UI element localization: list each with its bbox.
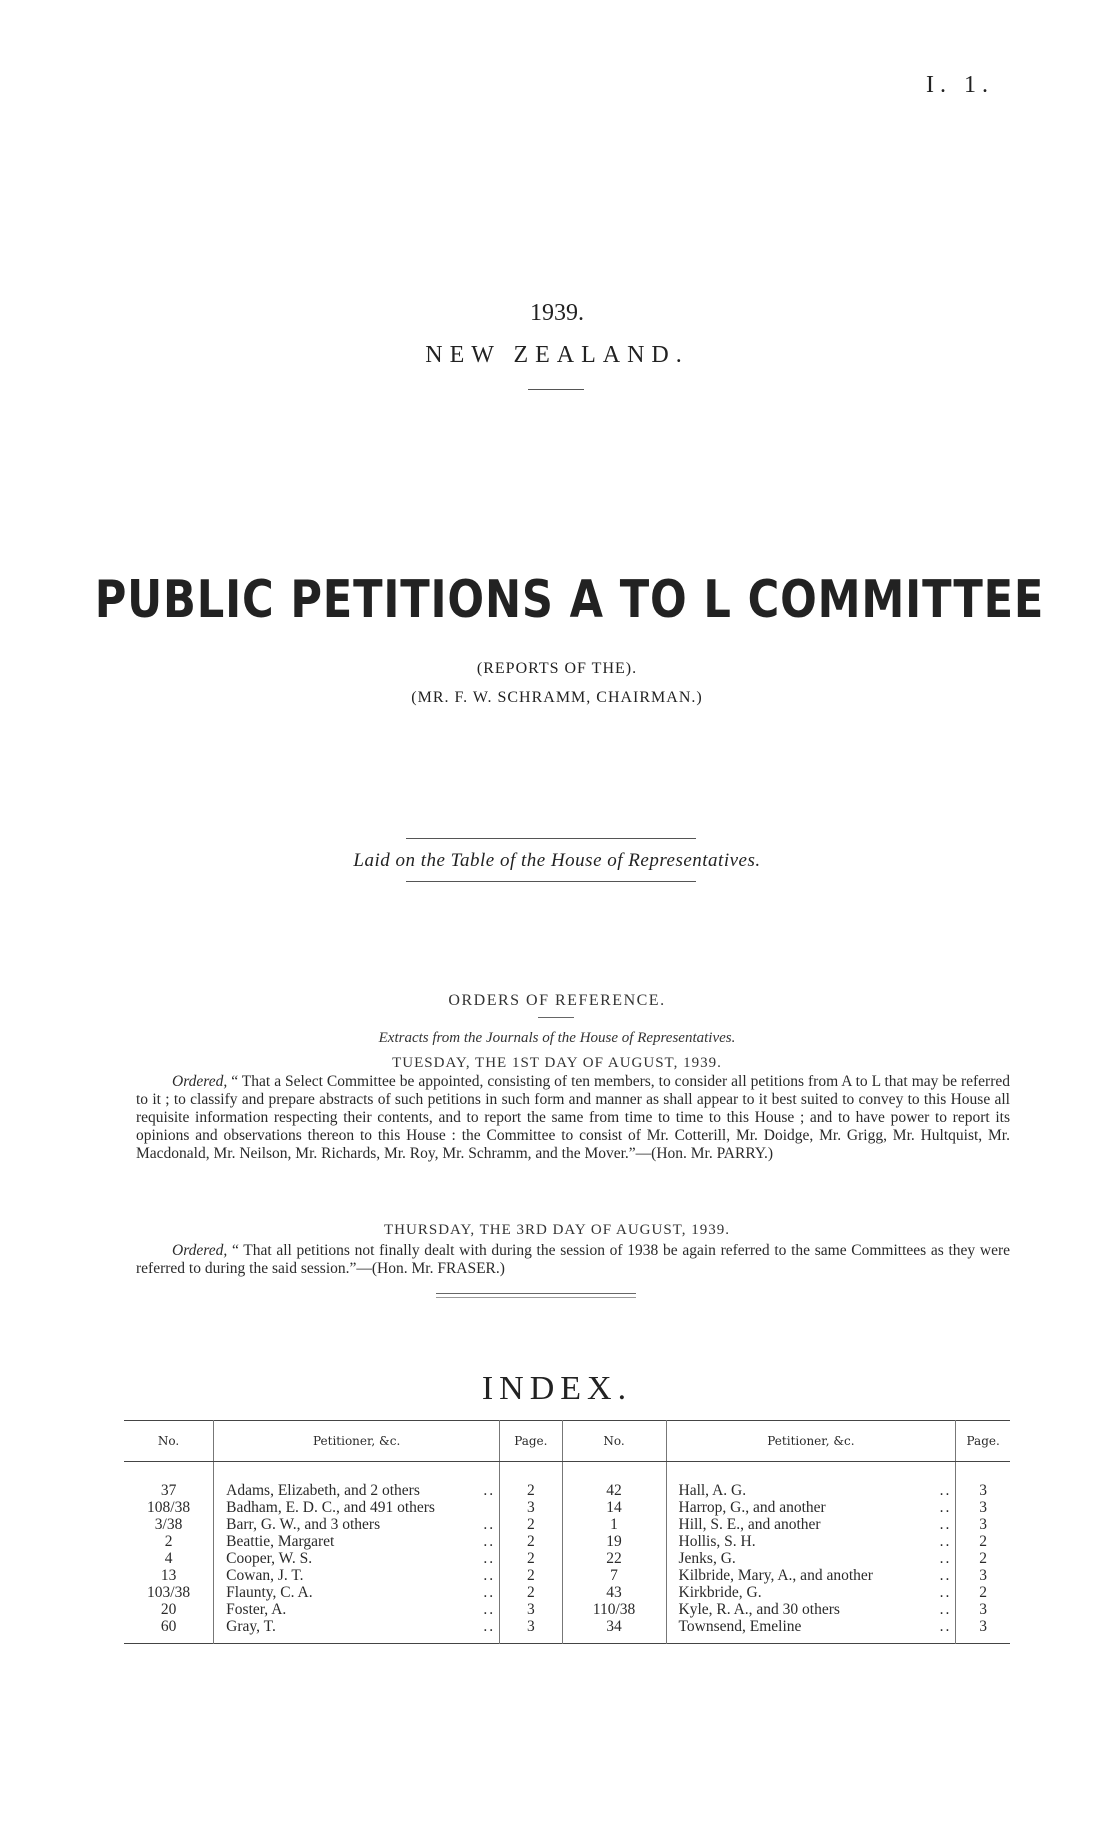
- chairman-line: (MR. F. W. SCHRAMM, CHAIRMAN.): [411, 689, 703, 706]
- row-petitioner: Kyle, R. A., and 30 others ..: [666, 1601, 956, 1618]
- row-number: 43: [562, 1584, 666, 1601]
- row-petitioner: Barr, G. W., and 3 others ..: [214, 1516, 500, 1533]
- table-row: [124, 1567, 1010, 1584]
- row-number: 1: [562, 1516, 666, 1533]
- row-petitioner: Gray, T. ..: [214, 1618, 500, 1635]
- divider: [406, 838, 696, 839]
- row-page: 2: [500, 1550, 562, 1567]
- row-page: 3: [979, 1618, 988, 1635]
- row-number: 22: [562, 1550, 666, 1567]
- table-spacer: [124, 1462, 1010, 1483]
- row-number: 19: [562, 1533, 666, 1550]
- row-page: 2: [500, 1584, 562, 1601]
- row-number: 2: [124, 1533, 214, 1550]
- order-text: “ That a Select Committee be appointed, consisting of ten members, to consider all petitions from A to L that may be referred to it ; to classify and prepare abstracts of such petitions in such form and manner as shall appear to it best suited to convey to this House all requisite information respecting their contents, and to report the same from time to time to this House ; and to have power to report its opinions and observations thereon to this House : the Committee to consist of Mr. Cotterill, Mr. Doidge, Mr. Grigg, Mr. Hultquist, Mr. Macdonald, Mr. Neilson, Mr. Richards, Mr. Roy, Mr. Schramm, and the Mover.”—(Hon. Mr. PARRY.): [136, 1073, 1011, 1162]
- row-petitioner: Beattie, Margaret ..: [214, 1533, 500, 1550]
- row-number: 37: [124, 1482, 214, 1499]
- document-title: PUBLIC PETITIONS A TO L COMMITTEE: [94, 570, 1045, 630]
- row-number: 103/38: [124, 1584, 214, 1601]
- row-petitioner: Kilbride, Mary, A., and another ..: [666, 1567, 956, 1584]
- row-petitioner: Kirkbride, G. ..: [666, 1584, 956, 1601]
- column-header-no: No.: [124, 1421, 214, 1462]
- divider: [436, 1297, 636, 1298]
- row-page: 2: [979, 1550, 988, 1567]
- row-page: 3: [979, 1499, 988, 1516]
- table-header-row: [124, 1421, 1010, 1462]
- row-number: 108/38: [124, 1499, 214, 1516]
- row-page: 3: [979, 1516, 988, 1533]
- column-header-no: No.: [562, 1421, 666, 1462]
- column-header-petitioner: Petitioner, &c.: [214, 1421, 500, 1462]
- divider: [528, 389, 584, 390]
- table-row: [124, 1584, 1010, 1601]
- column-header-petitioner: Petitioner, &c.: [666, 1421, 956, 1462]
- row-petitioner: Badham, E. D. C., and 491 others: [214, 1499, 500, 1516]
- row-page: 2: [500, 1567, 562, 1584]
- divider: [538, 1017, 574, 1018]
- row-number: 7: [562, 1567, 666, 1584]
- row-number: 13: [124, 1567, 214, 1584]
- row-petitioner: Adams, Elizabeth, and 2 others ..: [214, 1482, 500, 1499]
- row-page: 3: [979, 1601, 988, 1618]
- date-heading: TUESDAY, THE 1ST DAY OF AUGUST, 1939.: [392, 1055, 722, 1071]
- row-page: 2: [500, 1482, 562, 1499]
- row-petitioner: Cooper, W. S. ..: [214, 1550, 500, 1567]
- table-row: [124, 1482, 1010, 1499]
- column-header-page: Page.: [956, 1421, 1010, 1462]
- row-page: 3: [979, 1482, 988, 1499]
- row-page: 3: [979, 1567, 988, 1584]
- row-petitioner: Hall, A. G. ..: [666, 1482, 956, 1499]
- date-heading: THURSDAY, THE 3RD DAY OF AUGUST, 1939.: [384, 1222, 730, 1238]
- year: 1939.: [530, 300, 584, 326]
- row-petitioner: Townsend, Emeline ..: [666, 1618, 956, 1635]
- row-number: 20: [124, 1601, 214, 1618]
- table-row: [124, 1618, 1010, 1635]
- row-number: 3/38: [124, 1516, 214, 1533]
- row-number: 42: [562, 1482, 666, 1499]
- row-page: 3: [500, 1618, 562, 1635]
- divider: [406, 881, 696, 882]
- table-row: [124, 1516, 1010, 1533]
- row-petitioner: Hollis, S. H. ..: [666, 1533, 956, 1550]
- row-number: 34: [562, 1618, 666, 1635]
- row-petitioner: Jenks, G. ..: [666, 1550, 956, 1567]
- table-row: [124, 1550, 1010, 1567]
- ordered-label: Ordered,: [172, 1242, 228, 1259]
- row-page: 2: [979, 1584, 988, 1601]
- row-page: 2: [500, 1533, 562, 1550]
- page-reference: I. 1.: [926, 72, 994, 98]
- row-petitioner: Cowan, J. T. ..: [214, 1567, 500, 1584]
- table-row: [124, 1533, 1010, 1550]
- order-paragraph: [136, 1073, 1010, 1163]
- ordered-label: Ordered,: [172, 1073, 228, 1090]
- country: NEW ZEALAND.: [425, 342, 689, 368]
- table-row: [124, 1601, 1010, 1618]
- order-paragraph: [136, 1242, 1010, 1278]
- row-page: 3: [500, 1601, 562, 1618]
- index-heading: INDEX.: [481, 1370, 633, 1407]
- row-petitioner: Harrop, G., and another ..: [666, 1499, 956, 1516]
- row-petitioner: Hill, S. E., and another ..: [666, 1516, 956, 1533]
- row-number: 14: [562, 1499, 666, 1516]
- orders-of-reference-heading: ORDERS OF REFERENCE.: [448, 992, 666, 1009]
- extracts-line: Extracts from the Journals of the House of Representatives.: [378, 1030, 736, 1046]
- table-spacer: [124, 1635, 1010, 1644]
- row-page: 2: [500, 1516, 562, 1533]
- index-table: [124, 1420, 1010, 1644]
- table-row: [124, 1499, 1010, 1516]
- row-number: 60: [124, 1618, 214, 1635]
- row-page: 2: [979, 1533, 988, 1550]
- row-number: 110/38: [562, 1601, 666, 1618]
- order-text: “ That all petitions not finally dealt with during the session of 1938 be again referred to the same Committees as they were referred to during the said session.”—(Hon. Mr. FRASER.): [136, 1242, 1010, 1277]
- laid-on-table-line: Laid on the Table of the House of Representatives.: [353, 850, 761, 871]
- row-number: 4: [124, 1550, 214, 1567]
- row-petitioner: Flaunty, C. A. ..: [214, 1584, 500, 1601]
- column-header-page: Page.: [500, 1421, 562, 1462]
- row-petitioner: Foster, A. ..: [214, 1601, 500, 1618]
- divider: [436, 1293, 636, 1294]
- row-page: 3: [500, 1499, 562, 1516]
- document-subtitle: (REPORTS OF THE).: [476, 660, 638, 677]
